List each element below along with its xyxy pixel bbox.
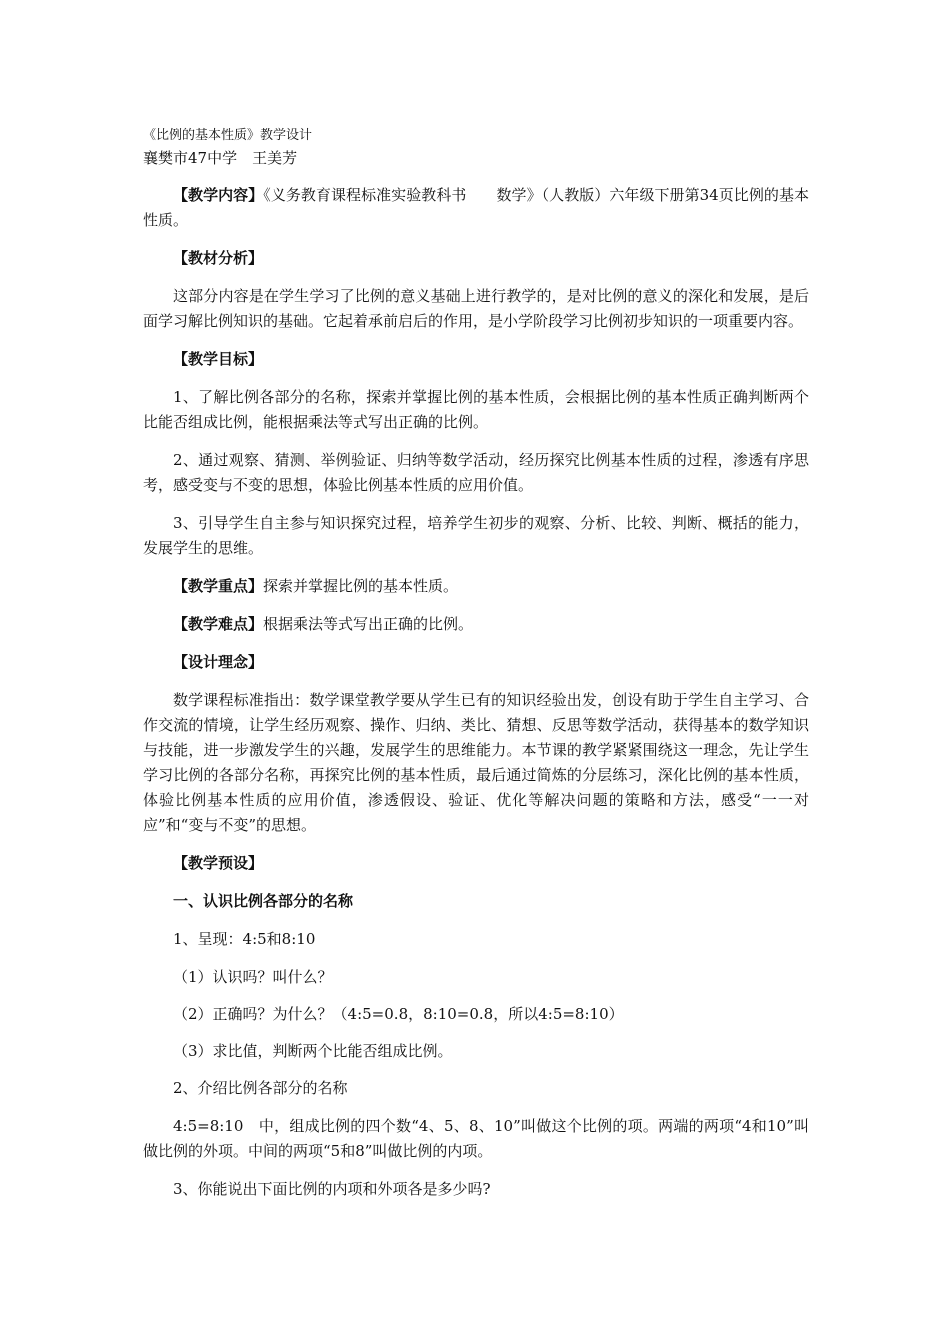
step2-explanation: 4:5=8:10 中，组成比例的四个数“4、5、8、10”叫做这个比例的项。两端的两项“4和10”叫做比例的外项。中间的两项“5和8”叫做比例的内项。 bbox=[143, 1117, 809, 1160]
document-content bbox=[143, 126, 809, 1215]
preset-heading: 【教学预设】 bbox=[173, 854, 264, 872]
concept-paragraph: 数学课程标准指出：数学课堂教学要从学生已有的知识经验出发，创设有助于学生自主学习、合作交流的情境，让学生经历观察、操作、归纳、类比、猜想、反思等数学活动，获得基本的数学知识与技能，进一步激发学生的兴趣，发展学生的思维能力。本节课的教学紧紧围绕这一理念，先让学生学习比例的各部分名称，再探究比例的基本性质，最后通过简炼的分层练习，深化比例的基本性质，体验比例基本性质的应用价值，渗透假设、验证、优化等解决问题的策略和方法，感受“一一对应”和“变与不变”的思想。 bbox=[143, 691, 809, 834]
teaching-content-text: 《义务教育课程标准实验教科书 数学》（人教版）六年级下册第34页比例的基本性质。 bbox=[143, 186, 809, 229]
goal-item-1: 1、了解比例各部分的名称，探索并掌握比例的基本性质，会根据比例的基本性质正确判断两个比能否组成比例，能根据乘法等式写出正确的比例。 bbox=[143, 388, 809, 431]
document-title: 《比例的基本性质》教学设计 bbox=[143, 128, 313, 143]
question-3: （3）求比值，判断两个比能否组成比例。 bbox=[173, 1042, 453, 1060]
teaching-content-label: 【教学内容】 bbox=[173, 186, 264, 204]
analysis-heading: 【教材分析】 bbox=[173, 249, 264, 267]
difficulty-paragraph bbox=[143, 612, 809, 637]
goal-item-2: 2、通过观察、猜测、举例验证、归纳等数学活动，经历探究比例基本性质的过程，渗透有序思考，感受变与不变的思想，体验比例基本性质的应用价值。 bbox=[143, 451, 809, 494]
section1-heading: 一、认识比例各部分的名称 bbox=[173, 892, 354, 910]
goals-heading: 【教学目标】 bbox=[173, 350, 264, 368]
difficulty-text: 根据乘法等式写出正确的比例。 bbox=[263, 615, 474, 633]
question-1: （1）认识吗？叫什么？ bbox=[173, 968, 333, 986]
key-point-text: 探索并掌握比例的基本性质。 bbox=[263, 577, 459, 595]
teaching-content-paragraph bbox=[143, 183, 809, 233]
key-point-label: 【教学重点】 bbox=[173, 577, 264, 595]
question-2: （2）正确吗？为什么？（4:5=0.8，8:10=0.8，所以4:5=8:10） bbox=[173, 1005, 624, 1023]
step3-text: 3、你能说出下面比例的内项和外项各是多少吗? bbox=[173, 1180, 491, 1198]
concept-heading: 【设计理念】 bbox=[173, 653, 264, 671]
author-line: 襄樊市47中学 王美芳 bbox=[143, 149, 298, 167]
analysis-paragraph: 这部分内容是在学生学习了比例的意义基础上进行教学的，是对比例的意义的深化和发展，是后面学习解比例知识的基础。它起着承前启后的作用，是小学阶段学习比例初步知识的一项重要内容。 bbox=[143, 287, 809, 330]
difficulty-label: 【教学难点】 bbox=[173, 615, 264, 633]
step2-text: 2、介绍比例各部分的名称 bbox=[173, 1079, 348, 1097]
goal-item-3: 3、引导学生自主参与知识探究过程，培养学生初步的观察、分析、比较、判断、概括的能力，发展学生的思维。 bbox=[143, 514, 809, 557]
key-point-paragraph bbox=[143, 574, 809, 599]
step1-text: 1、呈现：4:5和8:10 bbox=[173, 930, 316, 948]
